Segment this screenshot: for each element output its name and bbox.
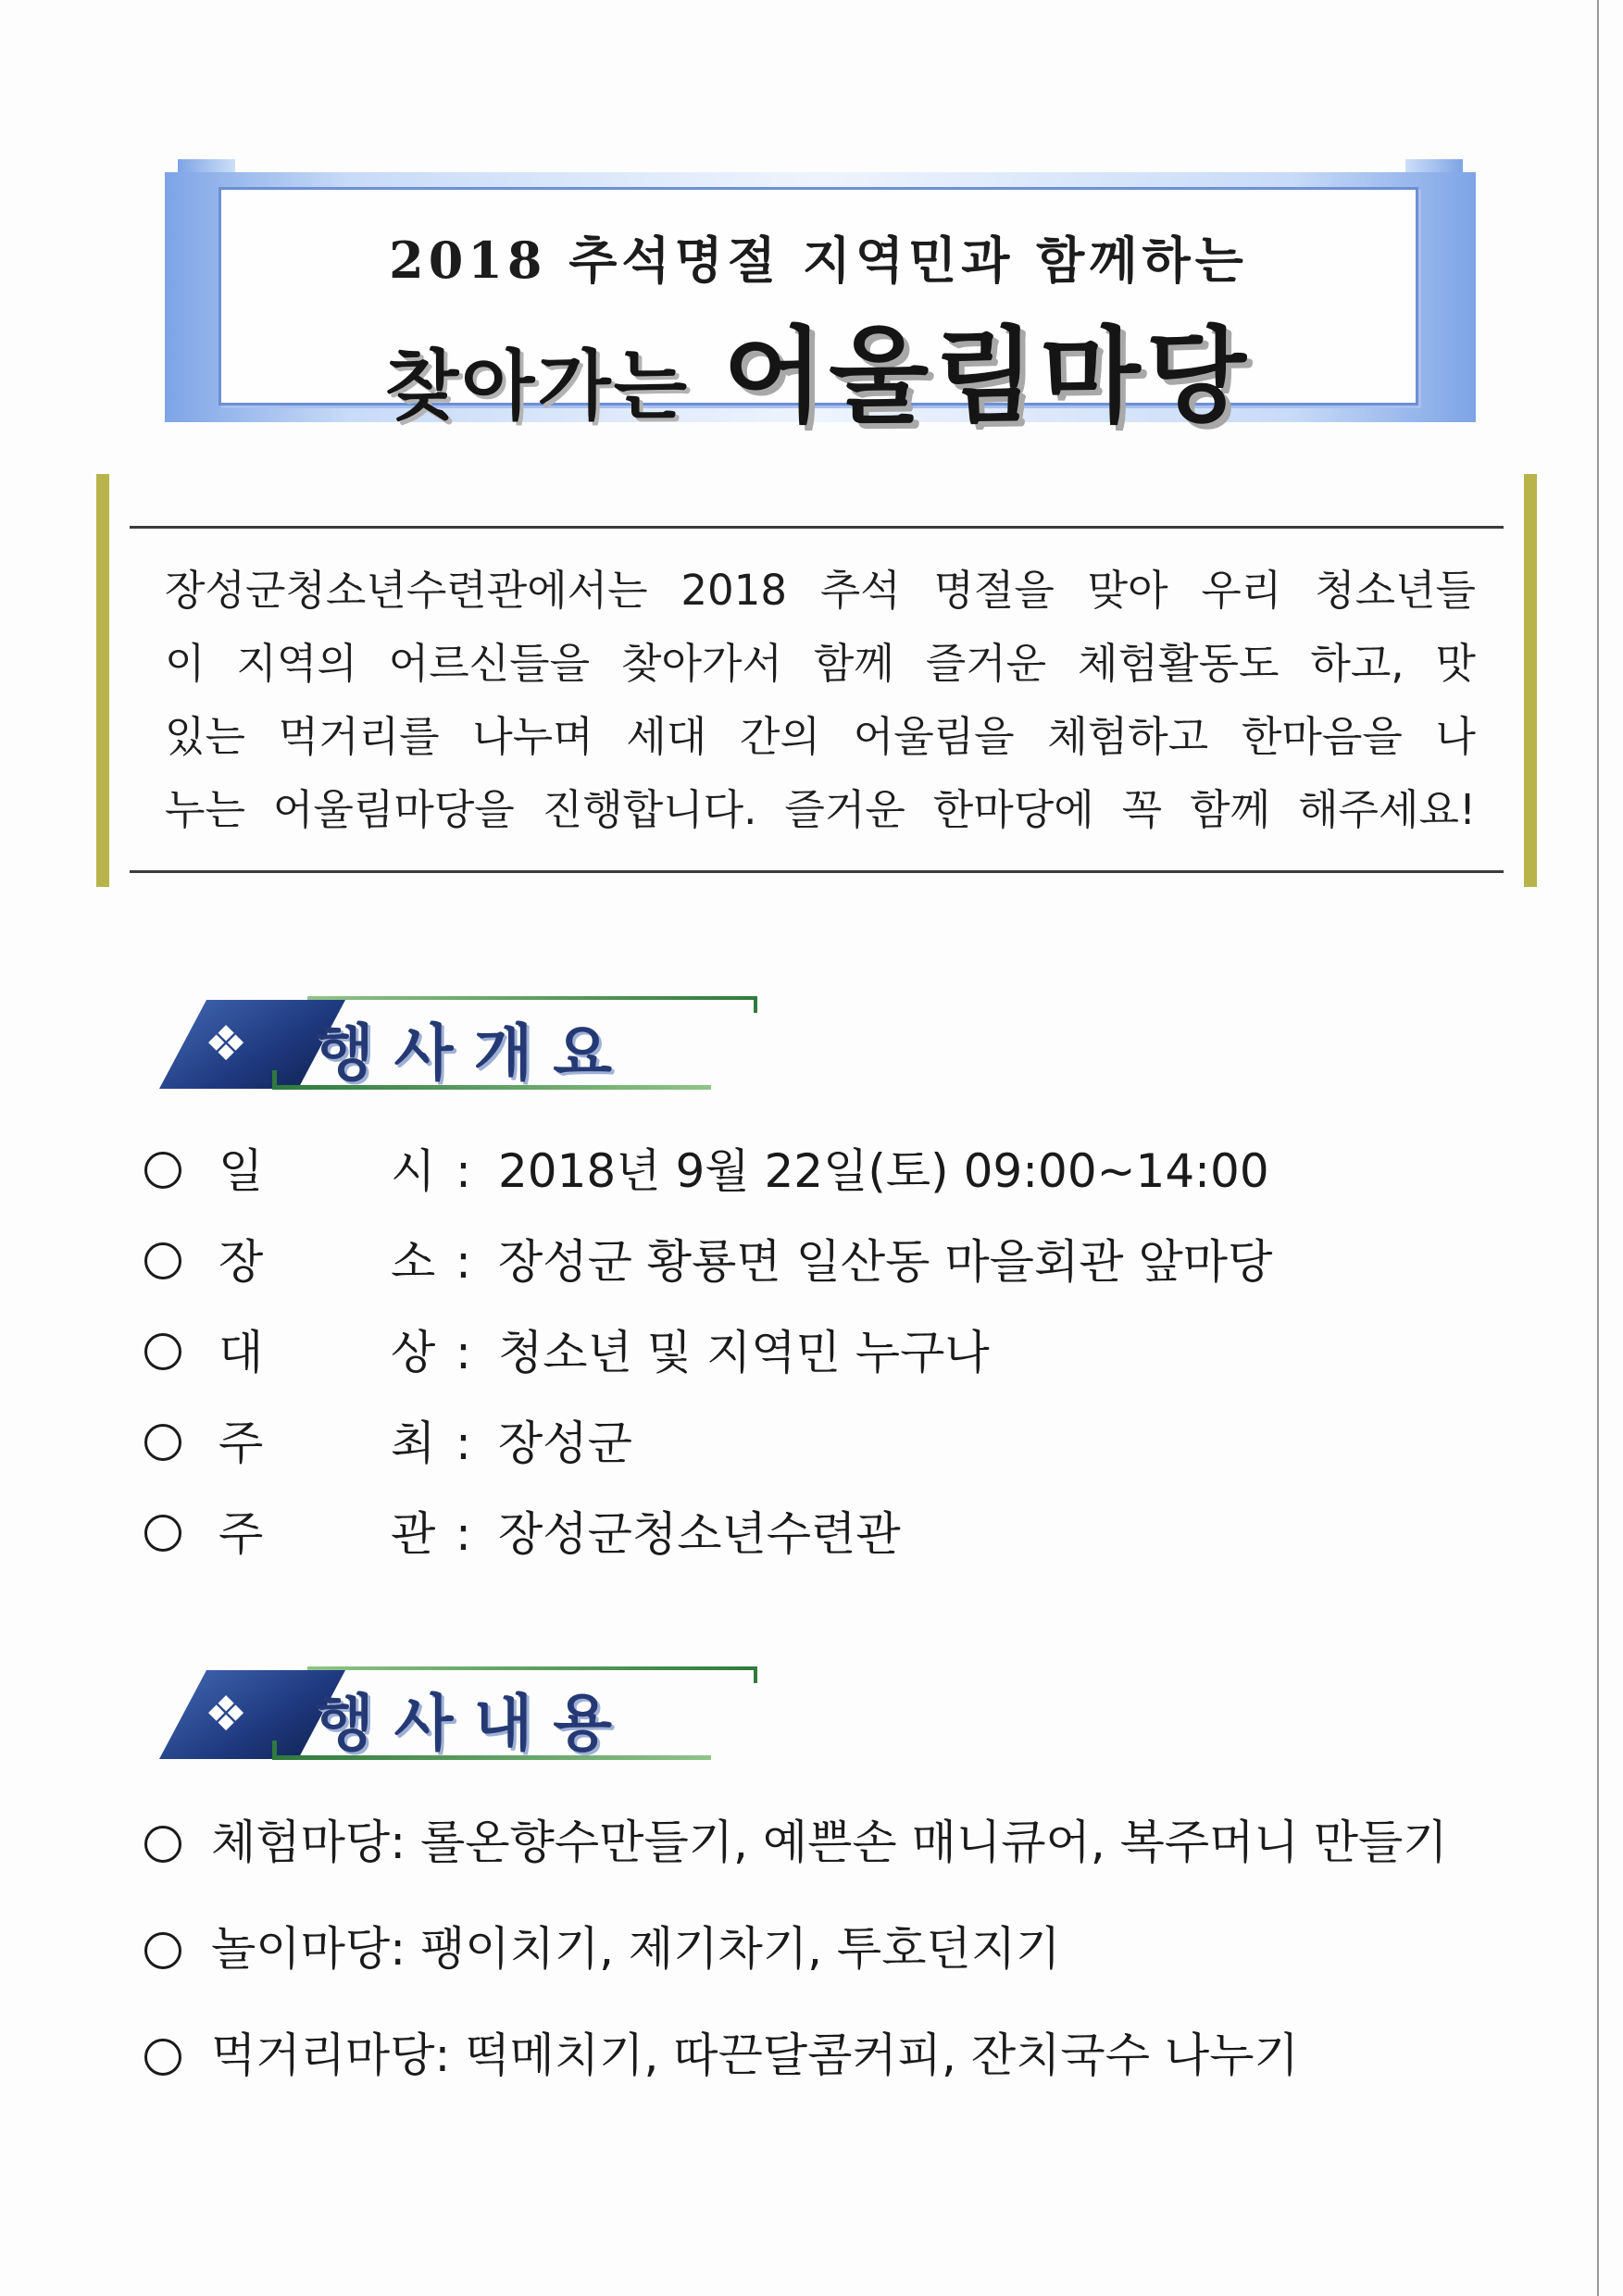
item-value: 2018년 9월 22일(토) 09:00~14:00 [498,1144,1269,1198]
title-banner [165,159,1476,437]
intro-line: 장성군청소년수련관에서는 2018 추석 명절을 맞아 우리 청소년들 [165,566,1476,615]
circle-bullet-icon [144,1826,181,1863]
section-line-right [754,996,757,1013]
item-label-first: 주 [218,1416,264,1470]
intro-line: 누는 어울림마당을 진행합니다. 즐거운 한마당에 꼭 함께 해주세요! [165,785,1476,834]
page-edge-line [1597,0,1599,2296]
circle-bullet-icon [144,2039,181,2076]
circle-bullet-icon [144,1424,181,1461]
item-label-first: 대 [218,1326,264,1379]
section-line-right [754,1666,757,1683]
circle-bullet-icon [144,1242,181,1279]
intro-box [96,474,1537,887]
item-label-second: 상 [391,1326,436,1379]
intro-accent-bar-right [1524,474,1537,887]
overview-list [144,1126,1441,1579]
section-header-overview [159,992,761,1094]
item-label-first: 장 [218,1235,264,1289]
list-item [144,1217,1441,1307]
diamond-cluster-icon: ❖ [204,1017,248,1072]
section-title: 행사개요 [315,1017,633,1089]
content-text: 먹거리마당: 떡메치기, 따끈달콤커피, 잔치국수 나누기 [211,2028,1299,2082]
circle-bullet-icon [144,1932,181,1969]
label-colon: : [456,1416,471,1470]
title-subheading: 2018 추석명절 지역민과 함께하는 [389,231,1248,290]
item-label-first: 주 [218,1507,264,1561]
list-item [144,1489,1441,1579]
intro-rule-bottom [130,870,1504,873]
item-label-second: 관 [391,1507,436,1561]
item-label-second: 최 [391,1416,436,1470]
title-main: 어울림마당 [722,316,1252,437]
item-value: 장성군청소년수련관 [498,1507,901,1561]
list-item [144,1796,1496,1903]
label-colon: : [456,1507,471,1561]
circle-bullet-icon [144,1333,181,1370]
list-item [144,1903,1496,2009]
item-label-first: 일 [218,1144,264,1198]
content-text: 체험마당: 롤온향수만들기, 예쁜손 매니큐어, 복주머니 만들기 [211,1816,1448,1869]
section-line-top [307,996,757,1000]
diamond-cluster-icon: ❖ [204,1687,248,1742]
banner-inner-frame [218,187,1418,437]
item-value: 장성군 황룡면 일산동 마을회관 앞마당 [498,1235,1273,1289]
label-colon: : [456,1326,471,1379]
title-heading [221,293,1416,443]
circle-bullet-icon [144,1515,181,1552]
list-item [144,2009,1496,2115]
item-value: 청소년 및 지역민 누구나 [498,1326,990,1379]
item-label-second: 소 [391,1235,436,1289]
item-label-second: 시 [391,1144,436,1198]
contents-list [144,1796,1496,2115]
label-colon: : [456,1144,471,1198]
intro-rule-top [130,526,1504,529]
section-title: 행사내용 [315,1688,633,1759]
item-value: 장성군 [498,1416,632,1470]
intro-line: 있는 먹거리를 나누며 세대 간의 어울림을 체험하고 한마음을 나 [165,712,1476,761]
label-colon: : [456,1235,471,1289]
title-prefix: 찾아가는 [385,342,690,430]
intro-line: 이 지역의 어르신들을 찾아가서 함께 즐거운 체험활동도 하고, 맛 [165,639,1476,688]
intro-paragraph [165,554,1476,846]
circle-bullet-icon [144,1152,181,1189]
section-line-top [307,1666,757,1670]
content-text: 놀이마당: 팽이치기, 제기차기, 투호던지기 [211,1922,1061,1976]
intro-accent-bar-left [96,474,109,887]
list-item [144,1398,1441,1489]
list-item [144,1307,1441,1398]
section-header-contents [159,1663,761,1765]
list-item [144,1126,1441,1217]
